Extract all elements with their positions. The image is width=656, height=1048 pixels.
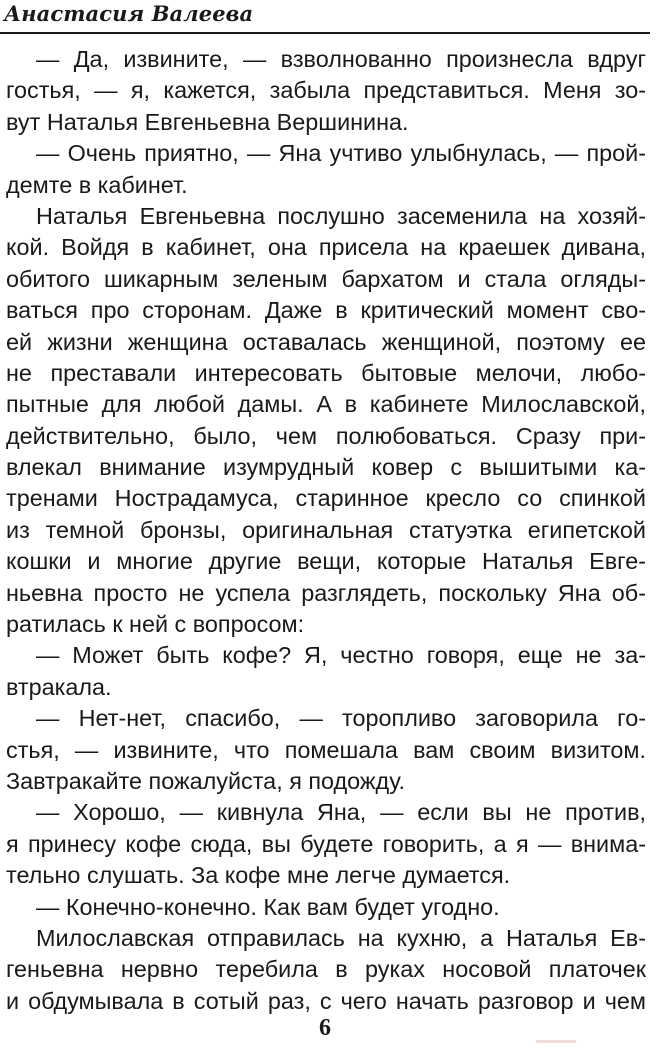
text-line: втракала. <box>6 673 112 700</box>
text-line: — Может быть кофе? Я, честно говоря, еще не за- <box>36 642 646 669</box>
text-line: обитого шикарным зеленым бархатом и стала огляды- <box>6 265 646 292</box>
page-number: 6 <box>319 1015 331 1041</box>
header-rule <box>0 32 650 34</box>
text-line: — Хорошо, — кивнула Яна, — если вы не против, <box>36 799 646 826</box>
text-line: из темной бронзы, оригинальная статуэтка египетской <box>6 516 646 543</box>
text-line: не преставали интересовать бытовые мелочи, любо- <box>6 359 646 386</box>
text-line: — Очень приятно, — Яна учтиво улыбнулась, — прой- <box>36 140 646 167</box>
text-line: Милославская отправилась на кухню, а Наталья Ев- <box>36 924 646 951</box>
text-line: и обдумывала в сотый раз, с чего начать разговор и чем <box>6 987 646 1014</box>
text-line: тельно слушать. За кофе мне легче думается. <box>6 862 511 889</box>
text-line: Завтракайте пожалуйста, я подожду. <box>6 767 406 794</box>
text-line: ей жизни женщина оставалась женщиной, поэтому ее <box>6 328 646 355</box>
text-line: тренами Нострадамуса, старинное кресло со спинкой <box>6 485 646 512</box>
edge-mark <box>536 1040 576 1043</box>
text-line: гостья, — я, кажется, забыла представиться. Меня зо- <box>6 77 646 104</box>
text-line: вут Наталья Евгеньевна Вершинина. <box>6 108 409 135</box>
text-line: пытные для любой дамы. А в кабинете Милославской, <box>6 391 646 418</box>
text-line: ньевна просто не успела разглядеть, поскольку Яна об- <box>6 579 646 606</box>
text-line: кой. Войдя в кабинет, она присела на краешек дивана, <box>6 234 646 261</box>
running-head-author: Анастасия Валеева <box>4 1 254 26</box>
text-line: ратилась к ней с вопросом: <box>6 611 305 638</box>
text-line: стья, — извините, что помешала вам своим визитом. <box>6 736 646 763</box>
text-line: Наталья Евгеньевна послушно засеменила на хозяй- <box>36 202 646 229</box>
text-line: демте в кабинет. <box>6 171 188 198</box>
text-line: влекал внимание изумрудный ковер с вышитыми ка- <box>6 454 646 481</box>
body-text <box>6 44 646 1017</box>
text-line: — Да, извините, — взволнованно произнесла вдруг <box>36 46 646 72</box>
text-line: действительно, было, чем полюбоваться. Сразу при- <box>6 422 646 449</box>
text-line: кошки и многие другие вещи, которые Наталья Евге- <box>6 548 646 575</box>
text-line: — Нет-нет, спасибо, — торопливо заговорила го- <box>36 705 646 732</box>
text-line: ваться про сторонам. Даже в критический момент сво- <box>6 297 646 324</box>
text-line: — Конечно-конечно. Как вам будет угодно. <box>36 893 500 920</box>
text-line: я принесу кофе сюда, вы будете говорить, а я — внима- <box>6 830 646 857</box>
text-line: геньевна нервно теребила в руках носовой платочек <box>6 956 646 983</box>
